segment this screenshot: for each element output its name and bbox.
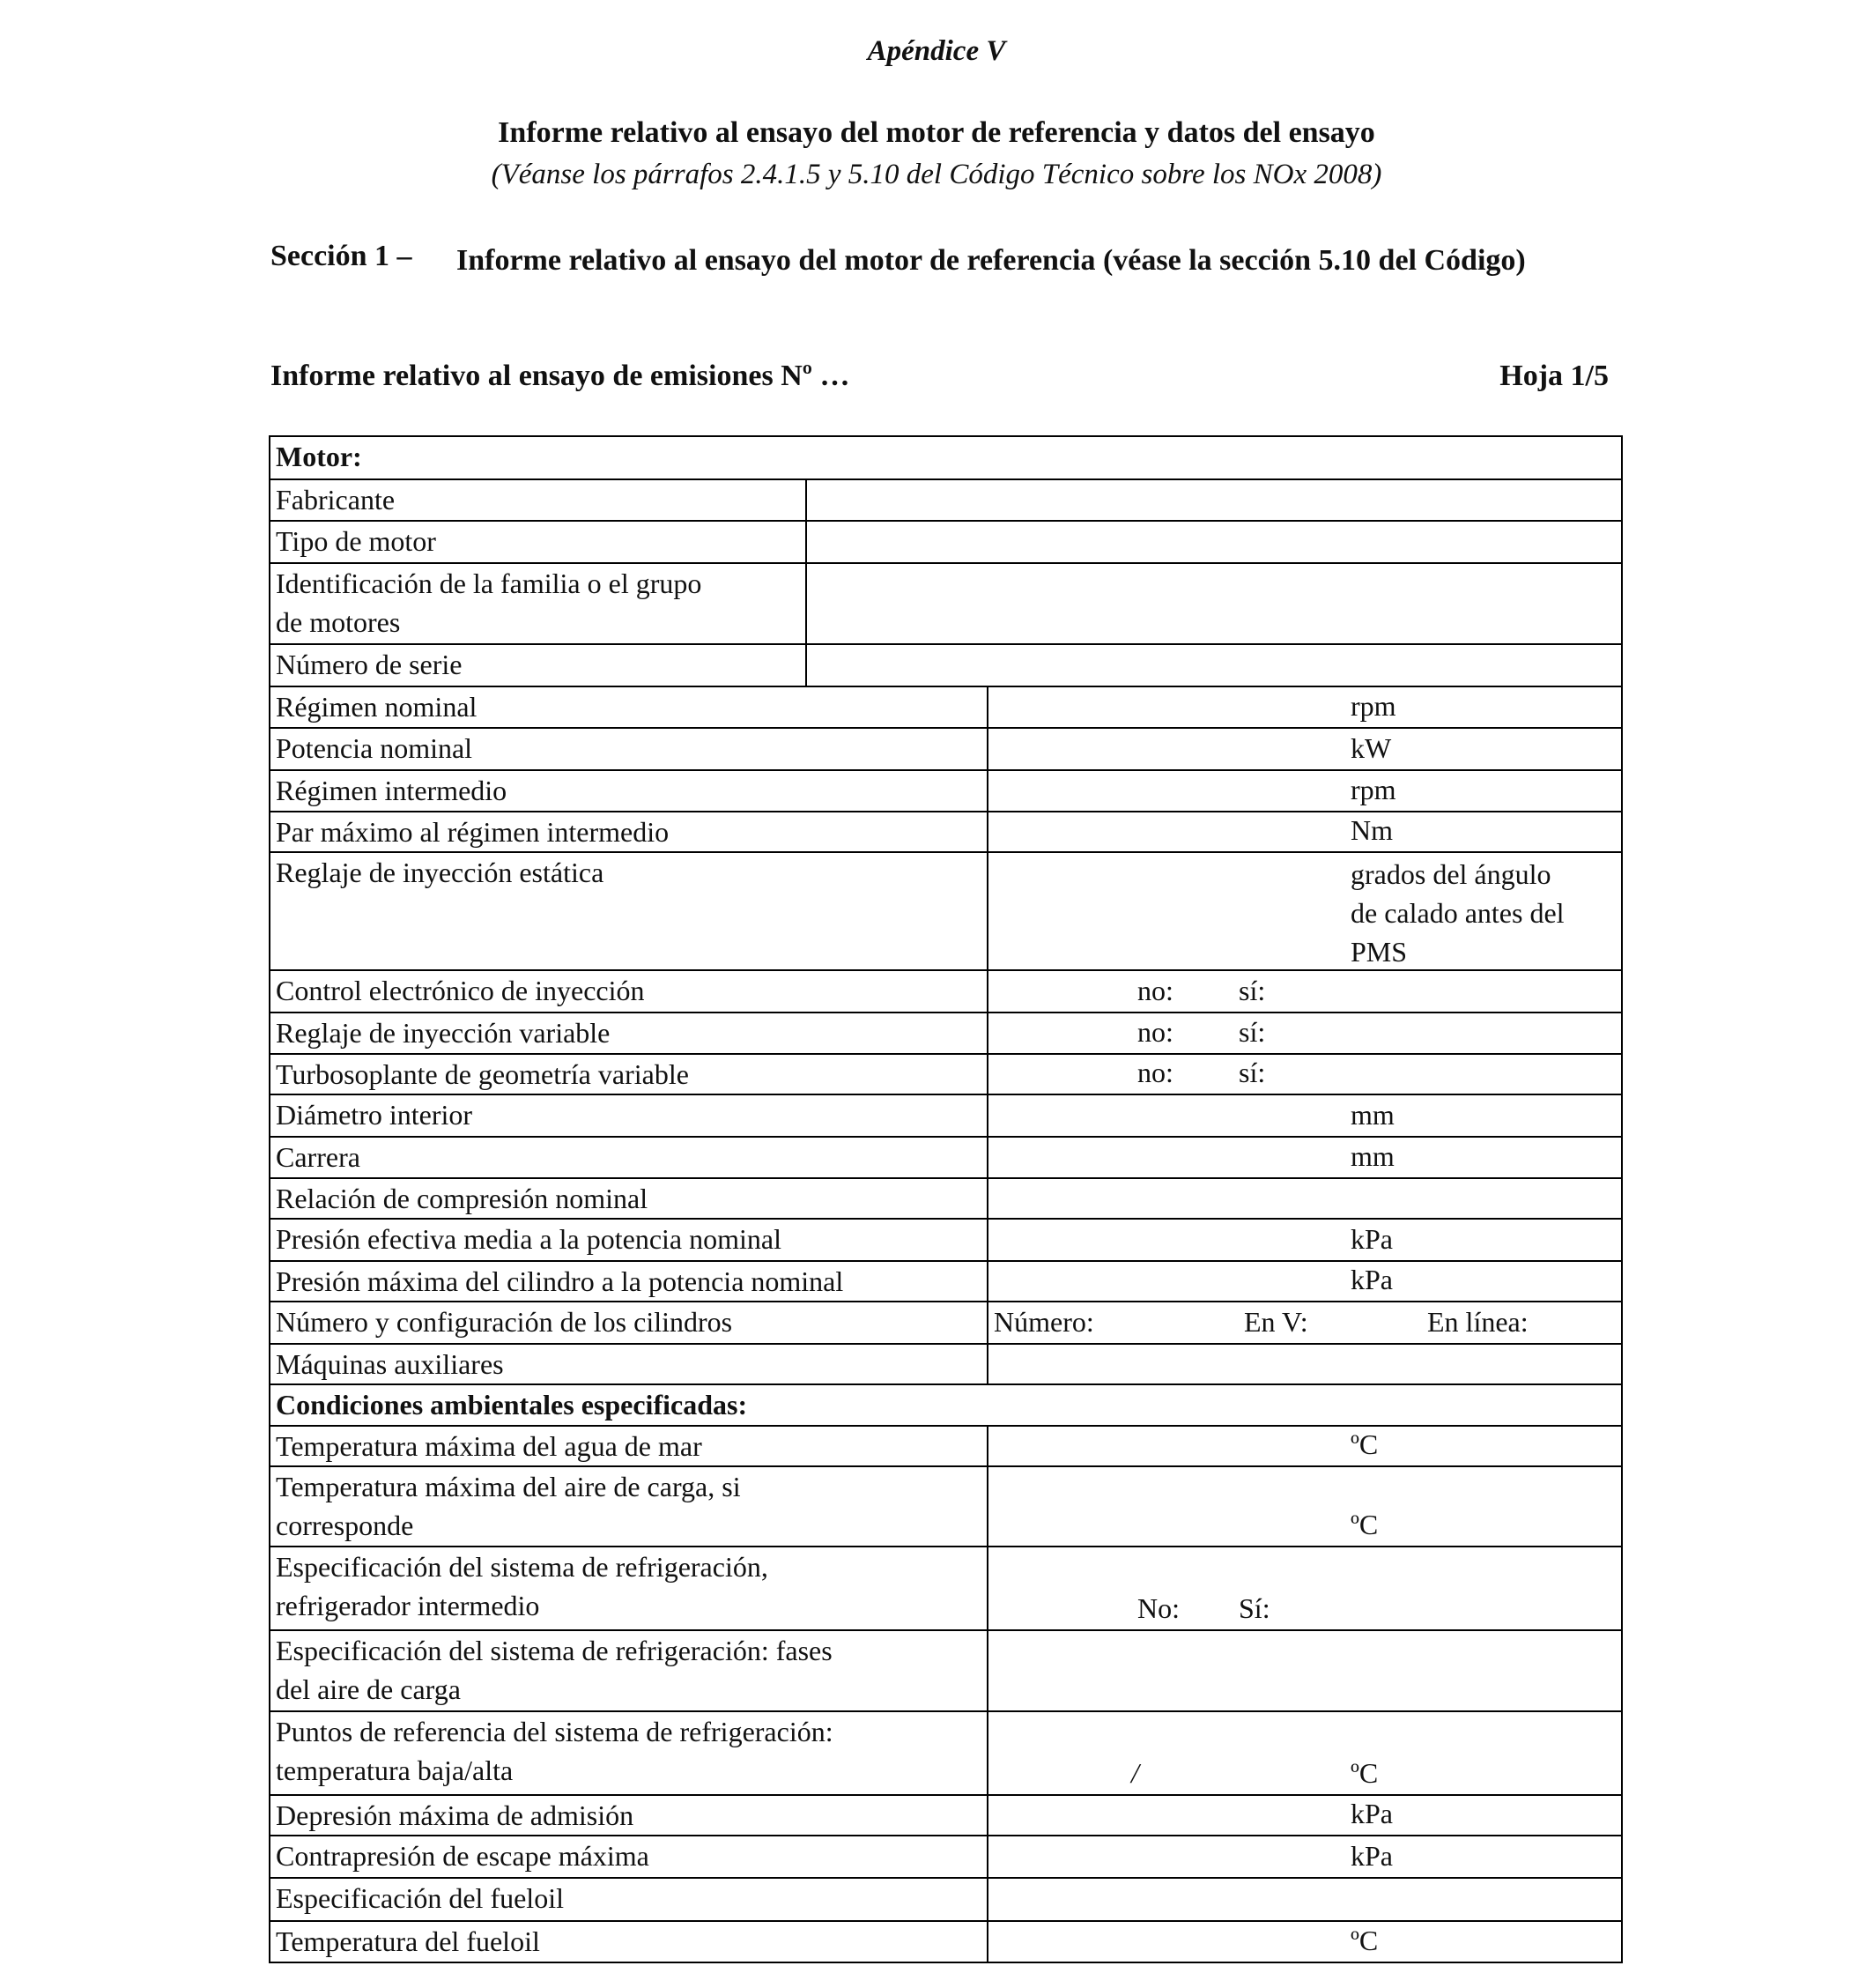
field-label: Temperatura máxima del aire de carga, si corresponde <box>270 1466 988 1547</box>
table-row <box>270 1547 1622 1630</box>
table-row <box>270 436 1622 479</box>
field-label: Máquinas auxiliares <box>270 1344 988 1384</box>
field-value-cell[interactable] <box>988 1466 1622 1547</box>
field-value-cell[interactable] <box>988 970 1622 1013</box>
field-label: Diámetro interior <box>270 1094 988 1137</box>
option-no[interactable]: no: <box>1137 975 1173 1006</box>
field-label: Tipo de motor <box>270 521 806 563</box>
field-label: Presión efectiva media a la potencia nominal <box>270 1219 988 1261</box>
section-title: Informe relativo al ensayo del motor de referencia (véase la sección 5.10 del Código) <box>456 244 1526 277</box>
unit-label: mm <box>1351 1140 1395 1172</box>
field-label: Potencia nominal <box>270 728 988 770</box>
table-row <box>270 970 1622 1013</box>
field-label: Identificación de la familia o el grupo de motores <box>270 563 806 644</box>
field-label: Presión máxima del cilindro a la potencia nominal <box>270 1261 988 1302</box>
field-value-cell[interactable] <box>988 1219 1622 1261</box>
field-label: Turbosoplante de geometría variable <box>270 1054 988 1094</box>
field-value-cell[interactable] <box>988 686 1622 728</box>
field-label: Régimen intermedio <box>270 770 988 812</box>
table-row <box>270 1878 1622 1921</box>
field-value-cell[interactable] <box>988 770 1622 812</box>
table-row <box>270 1054 1622 1094</box>
table-row <box>270 686 1622 728</box>
cylinder-option[interactable]: En V: <box>1244 1306 1308 1338</box>
unit-label: rpm <box>1351 690 1396 722</box>
field-label: Temperatura del fueloil <box>270 1921 988 1962</box>
field-label: Fabricante <box>270 479 806 521</box>
field-value-cell[interactable] <box>806 479 1622 521</box>
field-label: Reglaje de inyección variable <box>270 1013 988 1054</box>
option-yes[interactable]: sí: <box>1239 1016 1266 1048</box>
field-value-cell[interactable] <box>988 1137 1622 1178</box>
field-value-cell[interactable] <box>988 1178 1622 1219</box>
unit-label: kPa <box>1351 1264 1393 1295</box>
unit-label: kPa <box>1351 1840 1393 1872</box>
field-value-cell[interactable] <box>988 1711 1622 1795</box>
field-value-cell[interactable] <box>806 521 1622 563</box>
section-number: Sección 1 – <box>270 240 412 272</box>
field-value-cell[interactable] <box>988 1547 1622 1630</box>
document-title: Informe relativo al ensayo del motor de referencia y datos del ensayo <box>498 116 1375 149</box>
field-label: Régimen nominal <box>270 686 988 728</box>
field-label: Puntos de referencia del sistema de refrigeración: temperatura baja/alta <box>270 1711 988 1795</box>
field-value-cell[interactable] <box>988 1921 1622 1962</box>
table-row <box>270 770 1622 812</box>
table-row <box>270 563 1622 644</box>
field-label: Especificación del sistema de refrigeración: fases del aire de carga <box>270 1630 988 1711</box>
field-value-cell[interactable] <box>988 1630 1622 1711</box>
table-row <box>270 852 1622 970</box>
option-yes[interactable]: sí: <box>1239 1057 1266 1088</box>
unit-label: kPa <box>1351 1223 1393 1255</box>
report-number-line: Informe relativo al ensayo de emisiones Nº … <box>270 360 850 392</box>
unit-label: kPa <box>1351 1798 1393 1829</box>
field-label: Carrera <box>270 1137 988 1178</box>
unit-label: ºC <box>1351 1509 1379 1540</box>
table-row <box>270 1013 1622 1054</box>
cylinder-option[interactable]: Número: <box>994 1306 1094 1338</box>
unit-label: ºC <box>1351 1925 1379 1956</box>
field-label: Especificación del fueloil <box>270 1878 988 1921</box>
option-yes[interactable]: Sí: <box>1239 1592 1270 1624</box>
field-value-cell[interactable] <box>988 1878 1622 1921</box>
field-value-cell[interactable] <box>988 1426 1622 1466</box>
document-subtitle: (Véanse los párrafos 2.4.1.5 y 5.10 del Código Técnico sobre los NOx 2008) <box>491 159 1382 190</box>
table-row <box>270 1261 1622 1302</box>
sheet-number: Hoja 1/5 <box>1499 360 1609 392</box>
table-row <box>270 644 1622 686</box>
option-no[interactable]: no: <box>1137 1057 1173 1088</box>
engine-test-report-table <box>269 435 1623 1963</box>
field-value-cell[interactable] <box>988 1344 1622 1384</box>
appendix-heading: Apéndice V <box>867 35 1006 67</box>
field-label: Número y configuración de los cilindros <box>270 1302 988 1344</box>
field-value-cell[interactable] <box>988 1054 1622 1094</box>
field-label: Temperatura máxima del agua de mar <box>270 1426 988 1466</box>
section-header: Motor: <box>270 436 1622 479</box>
table-row <box>270 1466 1622 1547</box>
unit-label: Nm <box>1351 814 1393 846</box>
field-value-cell[interactable] <box>806 644 1622 686</box>
field-label: Reglaje de inyección estática <box>270 852 988 970</box>
field-label: Depresión máxima de admisión <box>270 1795 988 1836</box>
field-value-cell[interactable] <box>988 1836 1622 1878</box>
field-label: Control electrónico de inyección <box>270 970 988 1013</box>
table-row <box>270 1344 1622 1384</box>
option-no[interactable]: no: <box>1137 1016 1173 1048</box>
field-label: Número de serie <box>270 644 806 686</box>
table-row <box>270 1795 1622 1836</box>
field-value-cell[interactable] <box>988 1302 1622 1344</box>
unit-label: mm <box>1351 1099 1395 1131</box>
table-row <box>270 479 1622 521</box>
separator-slash: / <box>1131 1757 1139 1789</box>
field-label: Relación de compresión nominal <box>270 1178 988 1219</box>
table-row <box>270 1384 1622 1426</box>
field-value-cell[interactable] <box>806 563 1622 644</box>
field-label: Contrapresión de escape máxima <box>270 1836 988 1878</box>
table-row <box>270 1836 1622 1878</box>
field-value-cell[interactable] <box>988 1795 1622 1836</box>
option-no[interactable]: No: <box>1137 1592 1180 1624</box>
table-row <box>270 1302 1622 1344</box>
table-row <box>270 1921 1622 1962</box>
option-yes[interactable]: sí: <box>1239 975 1266 1006</box>
unit-label: grados del ángulo de calado antes del PMS <box>1351 858 1565 968</box>
field-value-cell[interactable] <box>988 1094 1622 1137</box>
field-value-cell[interactable] <box>988 728 1622 770</box>
section-header: Condiciones ambientales especificadas: <box>270 1384 1622 1426</box>
field-value-cell[interactable] <box>988 1013 1622 1054</box>
field-value-cell[interactable] <box>988 1261 1622 1302</box>
unit-label: rpm <box>1351 774 1396 805</box>
table-row <box>270 1094 1622 1137</box>
unit-label: ºC <box>1351 1757 1379 1789</box>
table-row <box>270 1178 1622 1219</box>
table-row <box>270 728 1622 770</box>
table-row <box>270 812 1622 852</box>
table-row <box>270 1711 1622 1795</box>
table-row <box>270 1219 1622 1261</box>
field-value-cell[interactable] <box>988 852 1622 970</box>
table-row <box>270 1137 1622 1178</box>
field-label: Especificación del sistema de refrigeración, refrigerador intermedio <box>270 1547 988 1630</box>
field-value-cell[interactable] <box>988 812 1622 852</box>
unit-label: ºC <box>1351 1428 1379 1460</box>
table-row <box>270 521 1622 563</box>
unit-label: kW <box>1351 732 1392 764</box>
table-row <box>270 1630 1622 1711</box>
cylinder-option[interactable]: En línea: <box>1427 1306 1529 1338</box>
field-label: Par máximo al régimen intermedio <box>270 812 988 852</box>
table-row <box>270 1426 1622 1466</box>
